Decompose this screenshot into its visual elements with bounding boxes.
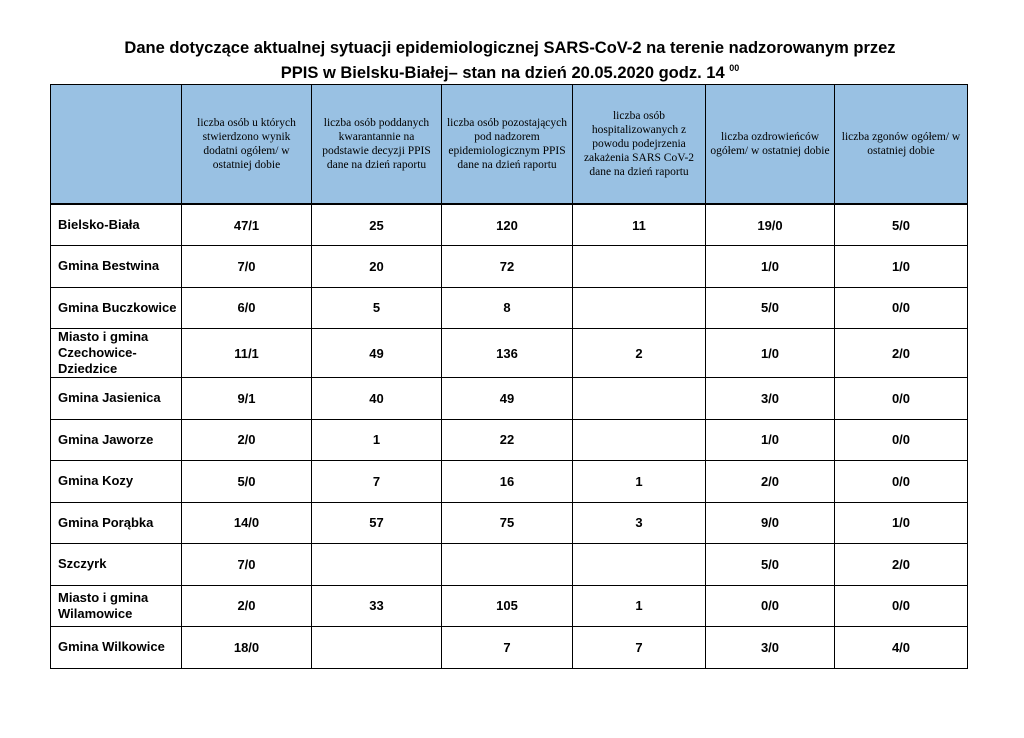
cell-positive: 9/1: [182, 378, 312, 420]
cell-deaths: 0/0: [835, 287, 968, 329]
cell-name: Gmina Jasienica: [51, 378, 182, 420]
cell-quarantine: 33: [312, 585, 442, 627]
cell-supervision: 49: [442, 378, 573, 420]
cell-deaths: 4/0: [835, 627, 968, 669]
cell-quarantine: [312, 544, 442, 586]
cell-supervision: 22: [442, 419, 573, 461]
cell-hospitalized: 1: [573, 461, 706, 503]
cell-name: Gmina Wilkowice: [51, 627, 182, 669]
cell-supervision: [442, 544, 573, 586]
cell-recovered: 1/0: [706, 329, 835, 378]
cell-supervision: 16: [442, 461, 573, 503]
cell-deaths: 0/0: [835, 419, 968, 461]
cell-positive: 7/0: [182, 246, 312, 288]
cell-hospitalized: 2: [573, 329, 706, 378]
table-row: [51, 544, 968, 586]
cell-name: Miasto i gmina Czechowice-Dziedzice: [51, 329, 182, 378]
cell-hospitalized: [573, 378, 706, 420]
cell-supervision: 8: [442, 287, 573, 329]
column-header-municipality: [51, 85, 182, 205]
cell-positive: 2/0: [182, 585, 312, 627]
cell-hospitalized: 7: [573, 627, 706, 669]
cell-deaths: 0/0: [835, 585, 968, 627]
cell-positive: 6/0: [182, 287, 312, 329]
cell-deaths: 5/0: [835, 204, 968, 246]
column-header-recovered: liczba ozdrowieńców ogółem/ w ostatniej dobie: [706, 85, 835, 205]
cell-recovered: 3/0: [706, 378, 835, 420]
cell-recovered: 1/0: [706, 246, 835, 288]
column-header-deaths: liczba zgonów ogółem/ w ostatniej dobie: [835, 85, 968, 205]
cell-quarantine: 25: [312, 204, 442, 246]
table-row: [51, 378, 968, 420]
cell-hospitalized: [573, 246, 706, 288]
table-row: [51, 246, 968, 288]
cell-supervision: 136: [442, 329, 573, 378]
report-title-line-2: [40, 58, 980, 83]
cell-quarantine: 40: [312, 378, 442, 420]
cell-positive: 2/0: [182, 419, 312, 461]
cell-quarantine: [312, 627, 442, 669]
cell-recovered: 5/0: [706, 544, 835, 586]
table-row: [51, 502, 968, 544]
cell-recovered: 5/0: [706, 287, 835, 329]
column-header-positive: liczba osób u których stwierdzono wynik dodatni ogółem/ w ostatniej dobie: [182, 85, 312, 205]
table-row: [51, 627, 968, 669]
cell-supervision: 105: [442, 585, 573, 627]
report-time-superscript: 00: [729, 63, 740, 73]
cell-deaths: 1/0: [835, 502, 968, 544]
cell-deaths: 0/0: [835, 378, 968, 420]
cell-quarantine: 1: [312, 419, 442, 461]
cell-hospitalized: 3: [573, 502, 706, 544]
cell-supervision: 7: [442, 627, 573, 669]
report-title: [40, 38, 980, 83]
cell-positive: 14/0: [182, 502, 312, 544]
cell-deaths: 2/0: [835, 329, 968, 378]
table-row: [51, 419, 968, 461]
column-header-quarantine: liczba osób poddanych kwarantannie na podstawie decyzji PPIS dane na dzień raportu: [312, 85, 442, 205]
table-header: [51, 85, 968, 205]
cell-recovered: 3/0: [706, 627, 835, 669]
cell-recovered: 0/0: [706, 585, 835, 627]
cell-quarantine: 20: [312, 246, 442, 288]
cell-name: Gmina Jaworze: [51, 419, 182, 461]
table-row: [51, 287, 968, 329]
table-row: [51, 204, 968, 246]
cell-supervision: 72: [442, 246, 573, 288]
column-header-hospitalized: liczba osób hospitalizowanych z powodu podejrzenia zakażenia SARS CoV-2 dane na dzień raportu: [573, 85, 706, 205]
cell-name: Miasto i gmina Wilamowice: [51, 585, 182, 627]
cell-name: Szczyrk: [51, 544, 182, 586]
cell-hospitalized: 1: [573, 585, 706, 627]
cell-name: Gmina Porąbka: [51, 502, 182, 544]
epidemiological-table: [50, 84, 968, 669]
cell-hospitalized: 11: [573, 204, 706, 246]
cell-positive: 18/0: [182, 627, 312, 669]
cell-recovered: 1/0: [706, 419, 835, 461]
cell-name: Gmina Bestwina: [51, 246, 182, 288]
cell-deaths: 0/0: [835, 461, 968, 503]
cell-quarantine: 57: [312, 502, 442, 544]
table-body: [51, 204, 968, 668]
table-row: [51, 461, 968, 503]
cell-recovered: 9/0: [706, 502, 835, 544]
cell-hospitalized: [573, 544, 706, 586]
cell-recovered: 2/0: [706, 461, 835, 503]
cell-name: Gmina Kozy: [51, 461, 182, 503]
report-title-line-1: Dane dotyczące aktualnej sytuacji epidemiologicznej SARS-CoV-2 na terenie nadzorowanym przez: [124, 39, 896, 57]
cell-deaths: 1/0: [835, 246, 968, 288]
cell-quarantine: 5: [312, 287, 442, 329]
cell-name: Bielsko-Biała: [51, 204, 182, 246]
cell-quarantine: 7: [312, 461, 442, 503]
cell-positive: 5/0: [182, 461, 312, 503]
cell-positive: 7/0: [182, 544, 312, 586]
cell-supervision: 120: [442, 204, 573, 246]
table-row: [51, 329, 968, 378]
cell-quarantine: 49: [312, 329, 442, 378]
cell-recovered: 19/0: [706, 204, 835, 246]
cell-deaths: 2/0: [835, 544, 968, 586]
report-title-text: PPIS w Bielsku-Białej– stan na dzień 20.05.2020 godz. 14: [280, 64, 725, 82]
cell-name: Gmina Buczkowice: [51, 287, 182, 329]
cell-hospitalized: [573, 287, 706, 329]
cell-positive: 11/1: [182, 329, 312, 378]
column-header-supervision: liczba osób pozostających pod nadzorem epidemiologicznym PPIS dane na dzień raportu: [442, 85, 573, 205]
cell-positive: 47/1: [182, 204, 312, 246]
cell-hospitalized: [573, 419, 706, 461]
cell-supervision: 75: [442, 502, 573, 544]
table-row: [51, 585, 968, 627]
